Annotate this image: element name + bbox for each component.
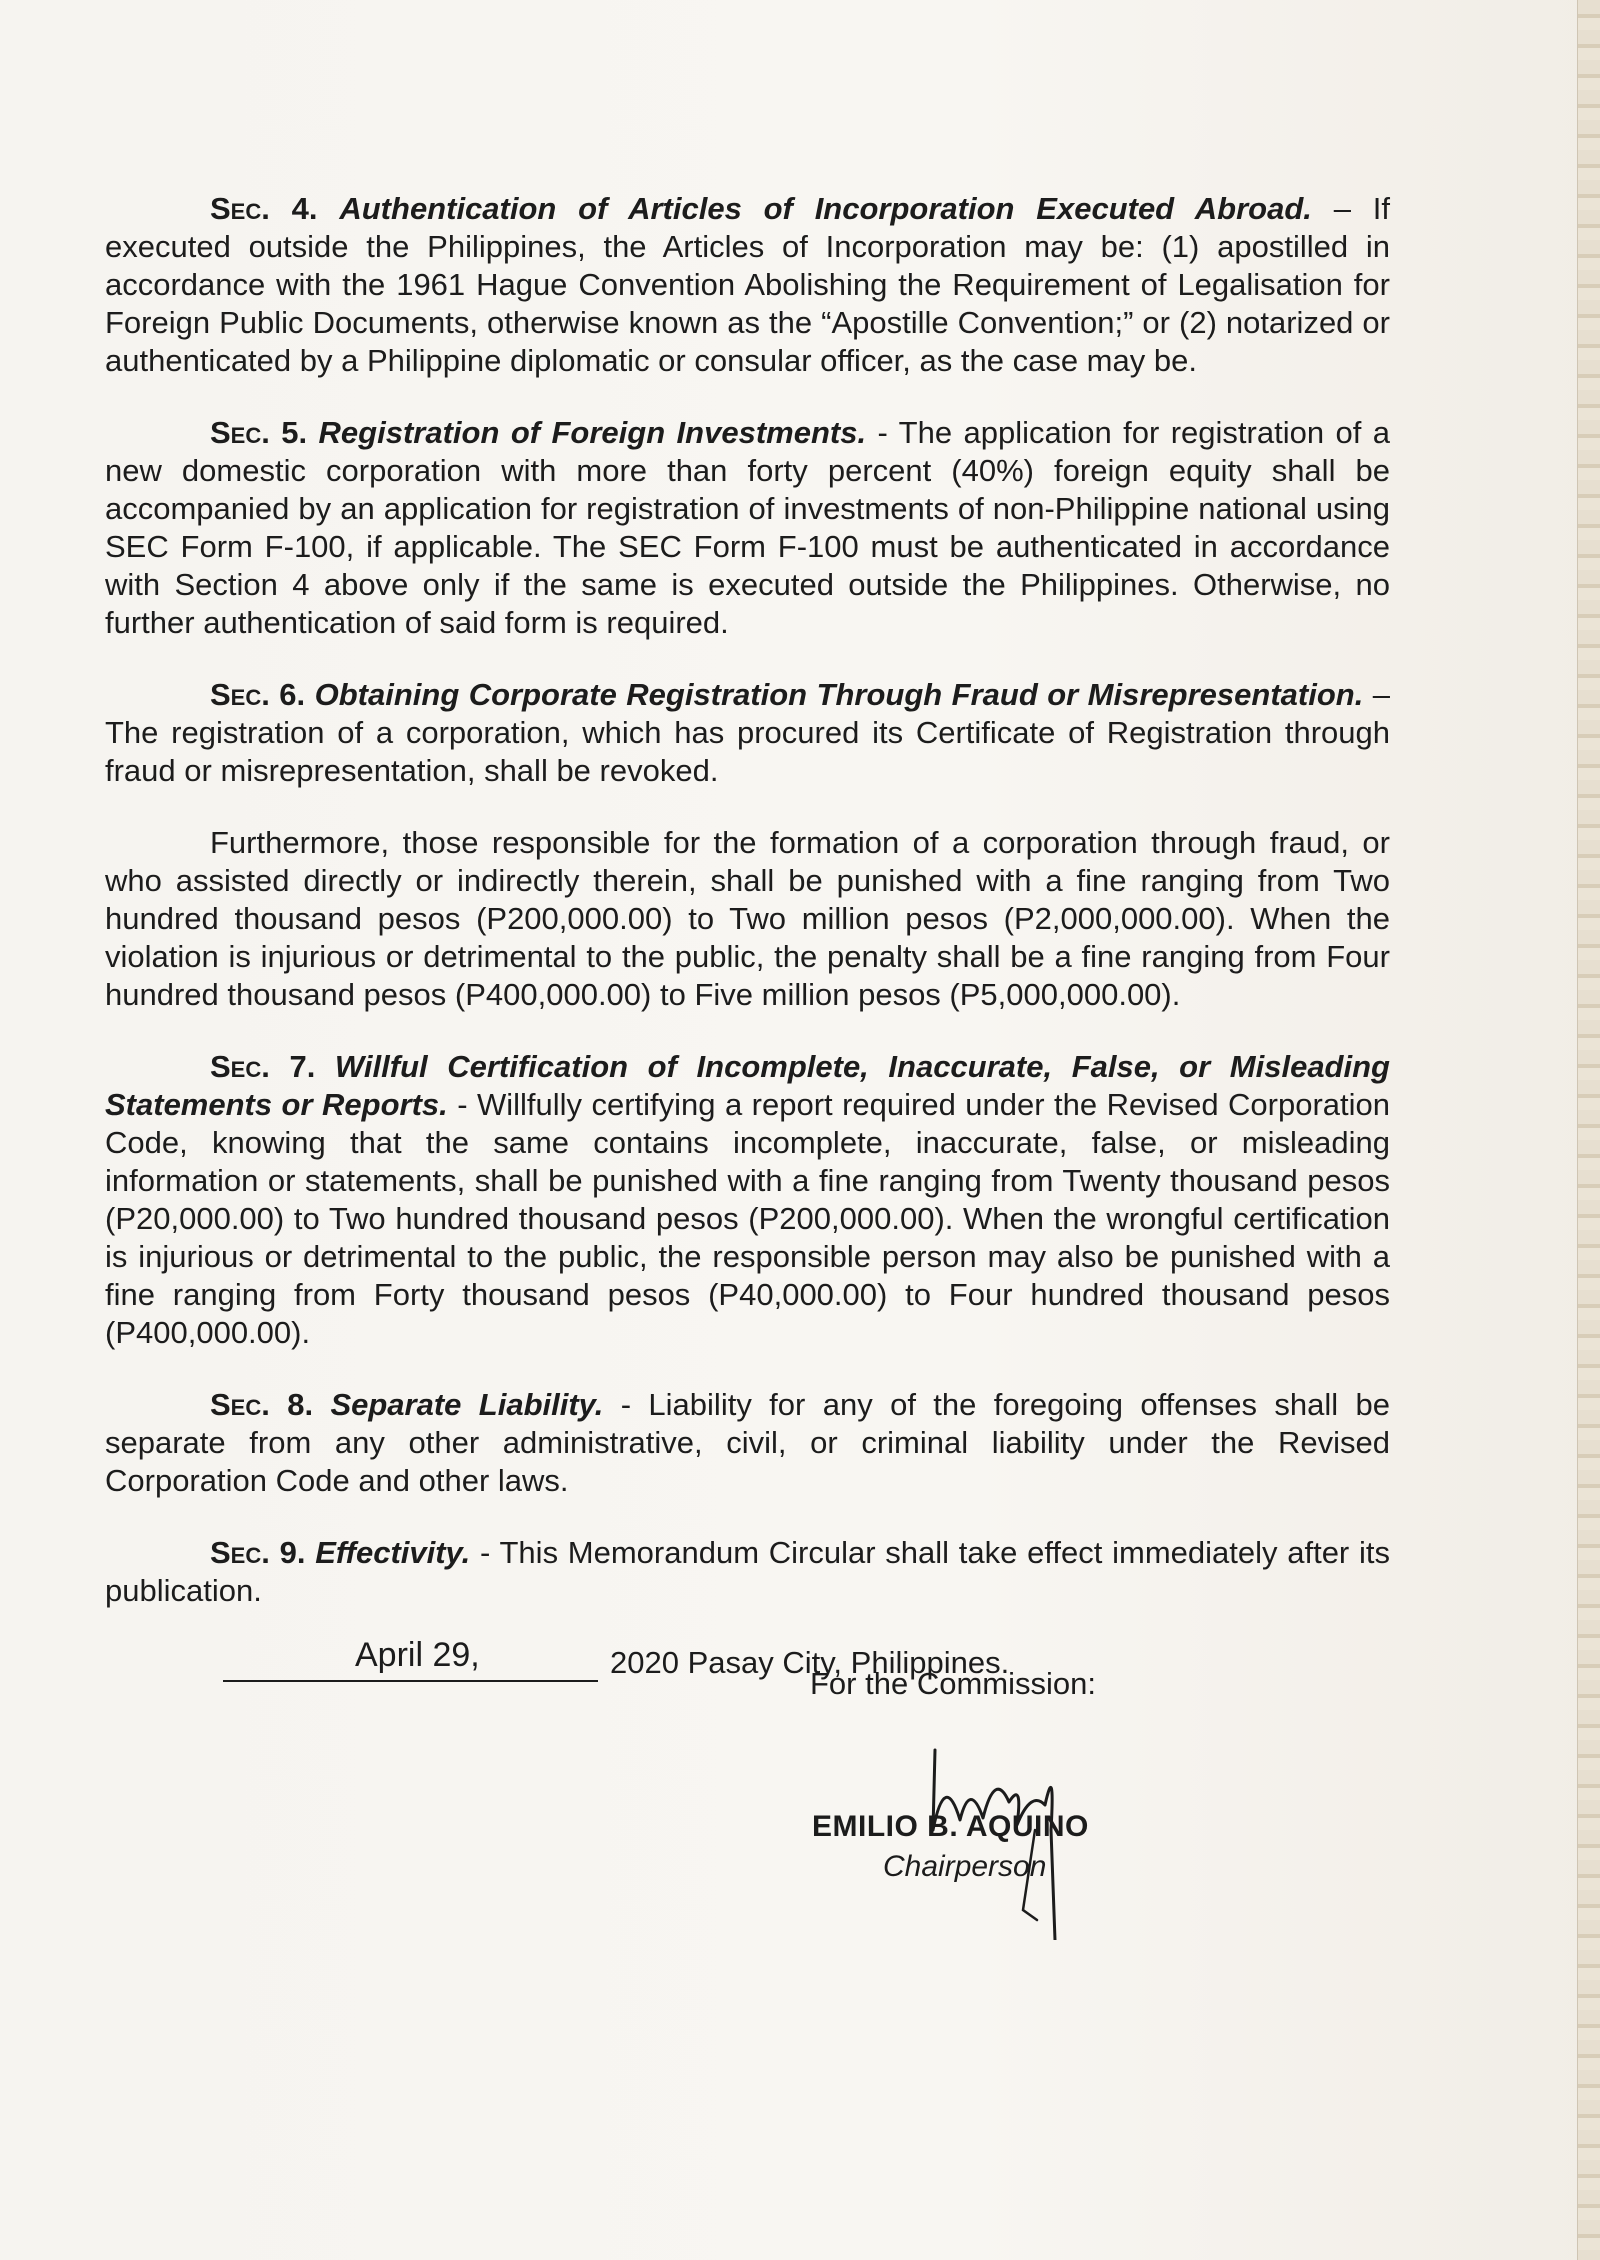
written-date: April 29, [355,1636,480,1674]
section-label: Sec. 8. [210,1387,314,1422]
section-heading: Effectivity. [315,1535,471,1570]
for-the-commission: For the Commission: [810,1666,1096,1701]
dateline [105,1636,1390,1692]
section-heading: Authentication of Articles of Incorporation Executed Abroad. [339,191,1312,226]
paper-edge [1577,0,1600,2260]
section-6 [105,676,1390,790]
date-blank-line [223,1636,598,1682]
section-body: - Willfully certifying a report required under the Revised Corporation Code, knowing that the same contains incomplete, inaccurate, false, or misleading information or statements, shall be punished with a fine ranging from Twenty thousand pesos (P20,000.00) to Two hundred thousand pesos (P200,000.00). When the wrongful certification is injurious or detrimental to the public, the responsible person may also be punished with a fine ranging from Forty thousand pesos (P40,000.00) to Four hundred thousand pesos (P400,000.00). [105,1087,1390,1350]
section-body: - Liability for any of the foregoing offenses shall be separate from any other administrative, civil, or criminal liability under the Revised Corporation Code and other laws. [105,1387,1390,1498]
section-label: Sec. 9. [210,1535,306,1570]
section-heading: Separate Liability. [330,1387,604,1422]
section-label: Sec. 6. [210,677,306,712]
section-body: – The registration of a corporation, which has procured its Certificate of Registration through fraud or misrepresentation, shall be revoked. [105,677,1390,788]
section-heading: Registration of Foreign Investments. [318,415,867,450]
dateline-place: 2020 Pasay City, Philippines. [610,1645,1010,1680]
section-heading: Willful Certification of Incomplete, Inaccurate, False, or Misleading Statements or Reports. [105,1049,1390,1122]
section-8 [105,1386,1390,1500]
section-body: - This Memorandum Circular shall take effect immediately after its publication. [105,1535,1390,1608]
document-body [105,190,1390,1692]
signer-title: Chairperson [883,1850,1047,1883]
signer-name: EMILIO B. AQUINO [812,1810,1089,1843]
section-7 [105,1048,1390,1352]
section-5 [105,414,1390,642]
section-6-followup: Furthermore, those responsible for the formation of a corporation through fraud, or who assisted directly or indirectly therein, shall be punished with a fine ranging from Two hundred thousand pesos (P200,000.00) to Two million pesos (P2,000,000.00). When the violation is injurious or detrimental to the public, the penalty shall be a fine ranging from Four hundred thousand pesos (P400,000.00) to Five million pesos (P5,000,000.00). [105,825,1390,1012]
section-body: – If executed outside the Philippines, the Articles of Incorporation may be: (1) apostilled in accordance with the 1961 Hague Convention Abolishing the Requirement of Legalisation for Foreign Public Documents, otherwise known as the “Apostille Convention;” or (2) notarized or authenticated by a Philippine diplomatic or consular officer, as the case may be. [105,191,1391,378]
section-body: - The application for registration of a new domestic corporation with more than forty percent (40%) foreign equity shall be accompanied by an application for registration of investments of non-Philippine national using SEC Form F-100, if applicable. The SEC Form F-100 must be authenticated in accordance with Section 4 above only if the same is executed outside the Philippines. Otherwise, no further authentication of said form is required. [105,415,1390,640]
section-label: Sec. 4. [210,191,318,226]
section-label: Sec. 7. [210,1049,316,1084]
section-9 [105,1534,1390,1610]
section-heading: Obtaining Corporate Registration Through Fraud or Misrepresentation. [314,677,1364,712]
section-label: Sec. 5. [210,415,308,450]
section-4 [105,190,1390,380]
